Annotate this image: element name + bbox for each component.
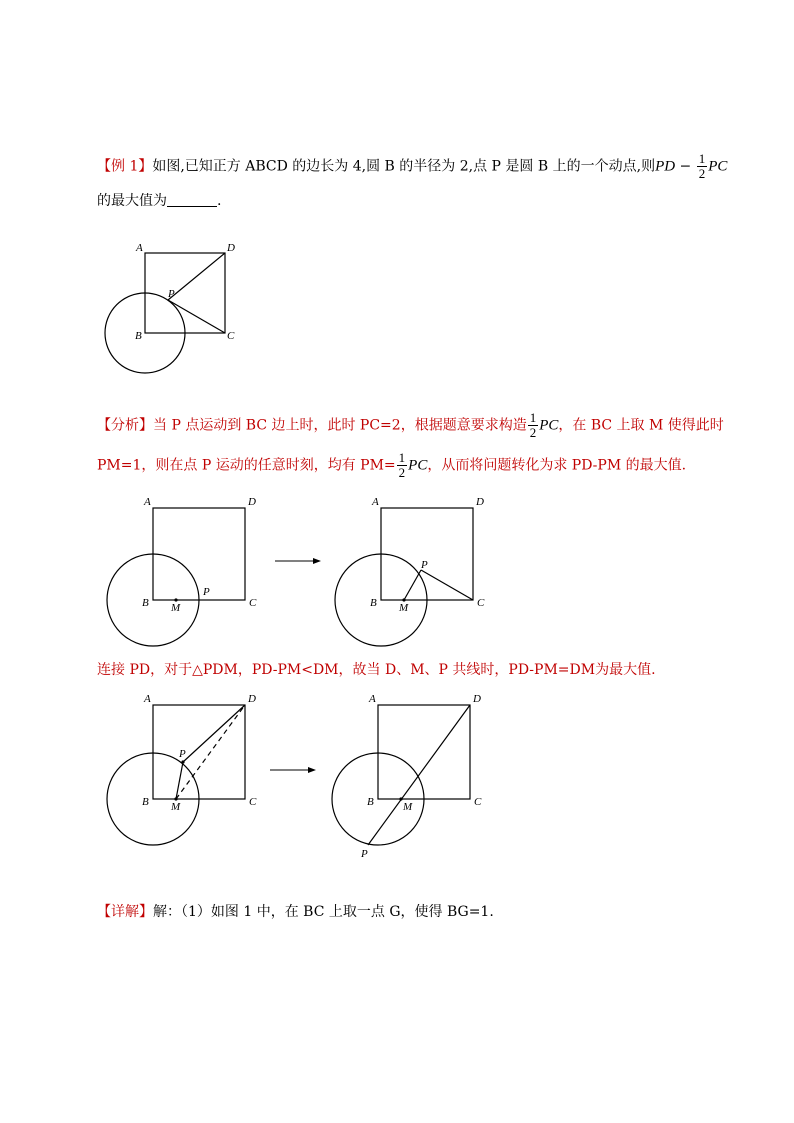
svg-text:A: A <box>372 496 379 508</box>
svg-text:C: C <box>249 597 257 609</box>
svg-text:P: P <box>361 848 368 860</box>
svg-text:P: P <box>421 559 428 571</box>
svg-text:D: D <box>473 693 481 705</box>
expr-pc: PC <box>708 158 728 175</box>
svg-text:B: B <box>367 796 374 808</box>
svg-text:C: C <box>477 597 485 609</box>
arrow-icon-2 <box>270 764 320 776</box>
figure-3-left <box>100 690 270 850</box>
svg-text:M: M <box>171 801 181 813</box>
figure-2-right <box>328 492 498 652</box>
label-d: D <box>227 242 235 254</box>
example-line-2: 的最大值为 . <box>97 193 222 209</box>
svg-text:A: A <box>144 693 151 705</box>
svg-text:M: M <box>403 801 413 813</box>
arrow-icon <box>275 555 325 567</box>
analysis-fraction: $\frac{1}{2}$ <box>529 410 537 440</box>
label-c: C <box>227 330 235 342</box>
svg-text:B: B <box>142 597 149 609</box>
figure-3-right <box>325 690 495 860</box>
svg-text:D: D <box>248 496 256 508</box>
svg-text:B: B <box>370 597 377 609</box>
answer-blank[interactable] <box>167 192 217 207</box>
detail-line: 【详解】解：（1）如图 1 中，在 BC 上取一点 G，使得 BG=1. <box>97 904 494 920</box>
figure-1 <box>95 240 255 380</box>
svg-text:P: P <box>179 748 186 760</box>
analysis-fraction-2: $\frac{1}{2}$ <box>398 450 406 480</box>
svg-text:D: D <box>248 693 256 705</box>
svg-text:A: A <box>144 496 151 508</box>
svg-text:A: A <box>369 693 376 705</box>
expr-pd: PD <box>655 158 676 175</box>
svg-text:P: P <box>203 586 210 598</box>
expr-minus: − <box>675 158 696 175</box>
example-tag: 【例 1】 <box>97 158 153 175</box>
detail-tag: 【详解】 <box>97 904 153 920</box>
label-p: P <box>168 288 175 300</box>
svg-text:C: C <box>249 796 257 808</box>
analysis-tag: 【分析】 <box>97 417 153 434</box>
example-text: 如图,已知正方 ABCD 的边长为 4,圆 B 的半径为 2,点 P 是圆 B 上的一个动点,则 <box>152 158 656 175</box>
svg-text:C: C <box>474 796 482 808</box>
svg-text:M: M <box>399 602 409 614</box>
svg-text:M: M <box>171 602 181 614</box>
analysis-line-1: 【分析】当 P 点运动到 BC 边上时，此时 PC=2，根据题意要求构造 $\frac{1}{2}$ PC，在 BC 上取 M 使得此时 <box>97 410 724 440</box>
svg-text:B: B <box>142 796 149 808</box>
fraction-half: $\frac{1}{2}$ <box>698 151 706 181</box>
svg-text:D: D <box>476 496 484 508</box>
label-a: A <box>136 242 143 254</box>
label-b: B <box>135 330 142 342</box>
connect-line: 连接 PD，对于△PDM，PD-PM<DM，故当 D、M、P 共线时，PD-PM=DM为最大值. <box>97 662 656 678</box>
example-line-1 <box>97 152 727 181</box>
answer-prompt: 的最大值为 <box>97 193 167 209</box>
figure-2-left <box>100 492 270 652</box>
analysis-line-2: PM=1，则在点 P 运动的任意时刻，均有 PM= $\frac{1}{2}$ PC，从而将问题转化为求 PD-PM 的最大值. <box>97 450 687 480</box>
